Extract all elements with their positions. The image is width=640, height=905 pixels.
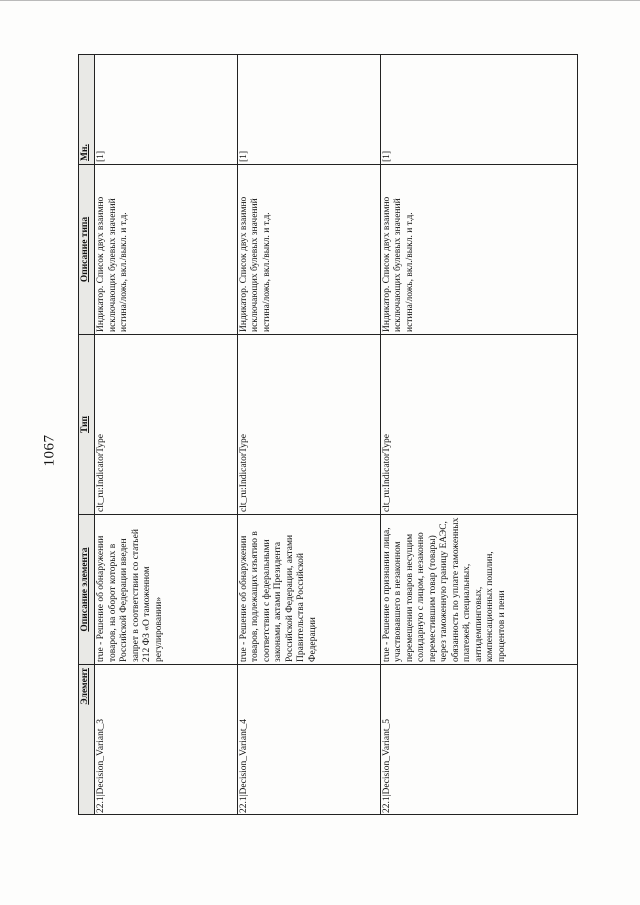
row-separator: | <box>96 794 106 797</box>
table-row <box>95 55 238 815</box>
element-name: Decision_Variant_5 <box>381 719 392 795</box>
element-cell <box>380 665 577 815</box>
page-number: 1067 <box>41 434 58 467</box>
row-number: 22.1 <box>96 796 106 813</box>
header-multiplicity: Мн. <box>79 55 95 165</box>
multiplicity-cell: [1] <box>380 55 577 165</box>
type-description-cell: Индикатор. Список двух взаимно исключающих булевых значений истина/ложь, вкл./выкл. и т.д. <box>95 165 238 335</box>
table-row <box>380 55 577 815</box>
row-number: 22.1 <box>381 796 392 813</box>
type-description-cell: Индикатор. Список двух взаимно исключающих булевых значений истина/ложь, вкл./выкл. и т.д. <box>380 165 577 335</box>
scan-edge-line <box>0 0 640 1</box>
element-description-cell: true - Решение об обнаружении товаров, подлежащих изъятию в соответствии с федеральными законами, актами Президента Российской Федерации, актами Правительства Российской Федерации <box>237 515 380 665</box>
element-name: Decision_Variant_3 <box>96 719 106 795</box>
multiplicity-cell: [1] <box>237 55 380 165</box>
element-cell <box>95 665 238 815</box>
data-table <box>78 54 578 815</box>
rotated-table-wrapper <box>78 55 578 815</box>
element-description-cell: true - Решение о признании лица, участвовавшего в незаконном перемещении товаров несущим солидарную с лицом, незаконно переместившим товар (товары) через таможенную границу ЕАЭС, обязанность по уплате таможенных платежей, специальных, антидемпинговых, компенсационных пошлин, процентов и пени <box>380 515 577 665</box>
multiplicity-cell: [1] <box>95 55 238 165</box>
type-cell: clt_ru:IndicatorType <box>95 335 238 515</box>
header-type: Тип <box>79 335 95 515</box>
element-name: Decision_Variant_4 <box>238 719 249 795</box>
type-cell: clt_ru:IndicatorType <box>237 335 380 515</box>
header-element-description: Описание элемента <box>79 515 95 665</box>
element-cell <box>237 665 380 815</box>
header-element: Элемент <box>79 665 95 815</box>
type-cell: clt_ru:IndicatorType <box>380 335 577 515</box>
element-description-cell: true - Решение об обнаружении товаров, на оборот которых в Российской Федерации введен запрет в соответствии со статьей 212 ФЗ «О таможенном регулировании» <box>95 515 238 665</box>
row-number: 22.1 <box>238 796 249 813</box>
row-separator: | <box>381 794 392 797</box>
header-type-description: Описание типа <box>79 165 95 335</box>
table-header-row <box>79 55 95 815</box>
type-description-cell: Индикатор. Список двух взаимно исключающих булевых значений истина/ложь, вкл./выкл. и т.д. <box>237 165 380 335</box>
row-separator: | <box>238 794 249 797</box>
table-row <box>237 55 380 815</box>
